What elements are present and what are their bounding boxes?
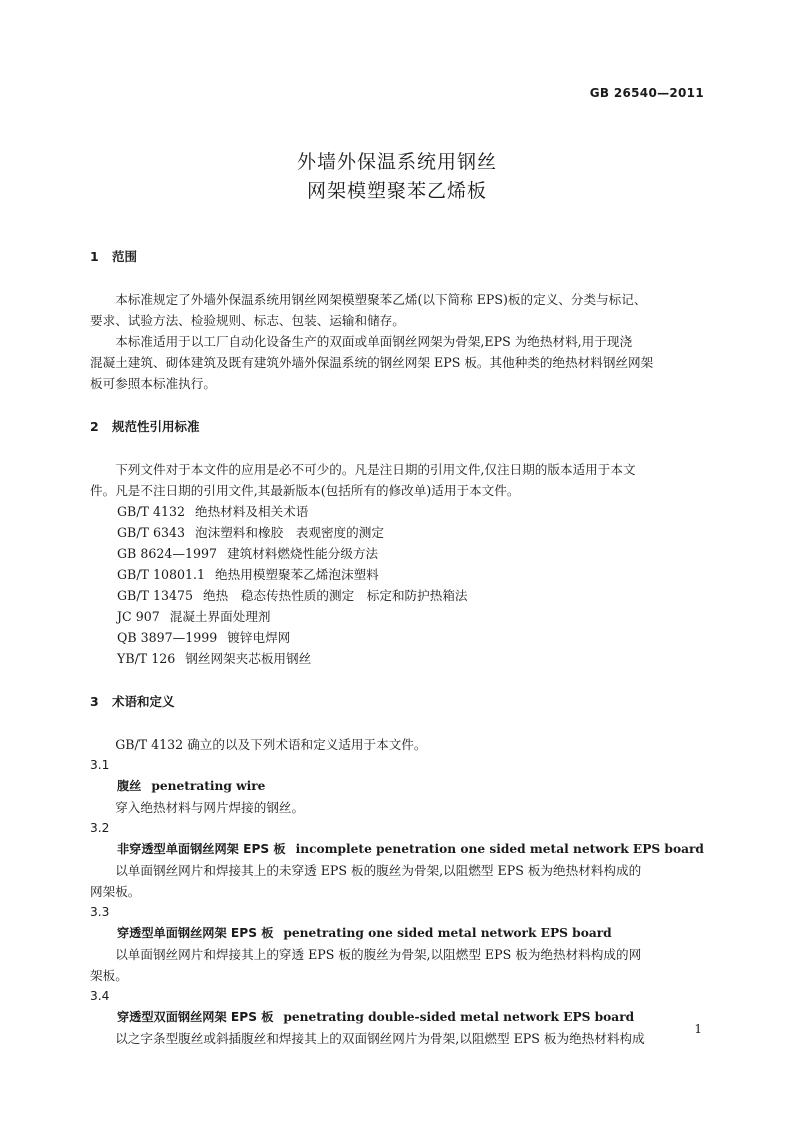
term-definition [90, 1028, 706, 1049]
reference-name: 绝热 稳态传热性质的测定 标定和防护热箱法 [203, 588, 468, 603]
reference-name: 镀锌电焊网 [227, 630, 291, 645]
section-1-para-2 [90, 331, 706, 394]
text-line: 本标准规定了外墙外保温系统用钢丝网架模塑聚苯乙烯(以下简称 EPS)板的定义、分类与标记、 [115, 292, 647, 307]
term-number: 3.3 [90, 905, 110, 919]
reference-code: GB/T 10801.1 [117, 567, 206, 582]
reference-name: 绝热材料及相关术语 [195, 504, 309, 519]
section-3-heading [90, 691, 706, 712]
reference-code: GB/T 6343 [117, 525, 186, 540]
term-definition [90, 860, 706, 902]
title-line-1: 外墙外保温系统用钢丝 [296, 151, 497, 173]
section-3-intro [90, 734, 706, 755]
reference-item [90, 501, 706, 522]
reference-item [90, 543, 706, 564]
section-number: 2 [90, 419, 99, 434]
reference-item [90, 627, 706, 648]
reference-list [90, 501, 706, 669]
standard-code: GB 26540—2011 [589, 86, 704, 100]
reference-name: 钢丝网架夹芯板用钢丝 [185, 651, 312, 666]
term-cn: 非穿透型单面钢丝网架 EPS 板 [117, 842, 286, 856]
reference-code: QB 3897—1999 [117, 630, 218, 645]
text-line: 要求、试验方法、检验规则、标志、包装、运输和储存。 [90, 313, 405, 328]
document-body [90, 246, 706, 1049]
reference-item [90, 522, 706, 543]
term-title [90, 1007, 706, 1028]
term-number: 3.1 [90, 758, 110, 772]
section-title: 术语和定义 [112, 694, 175, 709]
reference-code: GB/T 4132 [117, 504, 186, 519]
text-line: 以之字条型腹丝或斜插腹丝和焊接其上的双面钢丝网片为骨架,以阻燃型 EPS 板为绝热材料构成 [115, 1031, 645, 1046]
term-cn: 穿透型单面钢丝网架 EPS 板 [117, 926, 274, 940]
term-cn: 穿透型双面钢丝网架 EPS 板 [117, 1010, 274, 1024]
section-number: 3 [90, 694, 99, 709]
term-en: incomplete penetration one sided metal network EPS board [295, 842, 704, 856]
page-number: 1 [694, 1022, 702, 1036]
term-definition [90, 944, 706, 986]
term-definition [90, 797, 706, 818]
text-line: 混凝土建筑、砌体建筑及既有建筑外墙外保温系统的钢丝网架 EPS 板。其他种类的绝热材料钢丝网架 [90, 355, 654, 370]
section-1-heading [90, 246, 706, 267]
reference-code: JC 907 [117, 609, 160, 624]
term-number: 3.2 [90, 821, 110, 835]
reference-item [90, 564, 706, 585]
section-title: 规范性引用标准 [112, 419, 200, 434]
section-2-heading [90, 416, 706, 437]
term-en: penetrating double-sided metal network EPS board [283, 1010, 635, 1024]
term-en: penetrating one sided metal network EPS board [283, 926, 612, 940]
text-line: 网架板。 [90, 884, 141, 899]
term-en: penetrating wire [151, 779, 266, 793]
reference-name: 建筑材料燃烧性能分级方法 [227, 546, 379, 561]
text-line: 本标准适用于以工厂自动化设备生产的双面或单面钢丝网架为骨架,EPS 为绝热材料,用于现浇 [115, 334, 633, 349]
reference-name: 混凝土界面处理剂 [169, 609, 271, 624]
reference-item [90, 648, 706, 669]
reference-item [90, 585, 706, 606]
text-line: GB/T 4132 确立的以及下列术语和定义适用于本文件。 [115, 737, 427, 752]
text-line: 以单面钢丝网片和焊接其上的未穿透 EPS 板的腹丝为骨架,以阻燃型 EPS 板为绝热材料构成的 [115, 863, 642, 878]
text-line: 件。凡是不注日期的引用文件,其最新版本(包括所有的修改单)适用于本文件。 [90, 483, 520, 498]
title-line-2: 网架模塑聚苯乙烯板 [306, 180, 487, 202]
term-number: 3.4 [90, 989, 110, 1003]
reference-code: GB/T 13475 [117, 588, 194, 603]
text-line: 以单面钢丝网片和焊接其上的穿透 EPS 板的腹丝为骨架,以阻燃型 EPS 板为绝热材料构成的网 [115, 947, 642, 962]
text-line: 架板。 [90, 968, 128, 983]
reference-code: GB 8624—1997 [117, 546, 218, 561]
section-number: 1 [90, 249, 99, 264]
term-title [90, 839, 706, 860]
document-title [0, 148, 794, 206]
section-title: 范围 [112, 249, 138, 264]
reference-item [90, 606, 706, 627]
section-2-intro [90, 459, 706, 501]
text-line: 穿入绝热材料与网片焊接的钢丝。 [115, 800, 305, 815]
text-line: 板可参照本标准执行。 [90, 376, 216, 391]
reference-name: 泡沫塑料和橡胶 表观密度的测定 [195, 525, 384, 540]
term-cn: 腹丝 [117, 779, 142, 793]
reference-code: YB/T 126 [117, 651, 176, 666]
section-1-para-1 [90, 289, 706, 331]
text-line: 下列文件对于本文件的应用是必不可少的。凡是注日期的引用文件,仅注日期的版本适用于本文 [115, 462, 636, 477]
term-title [90, 776, 706, 797]
term-title [90, 923, 706, 944]
reference-name: 绝热用模塑聚苯乙烯泡沫塑料 [215, 567, 379, 582]
